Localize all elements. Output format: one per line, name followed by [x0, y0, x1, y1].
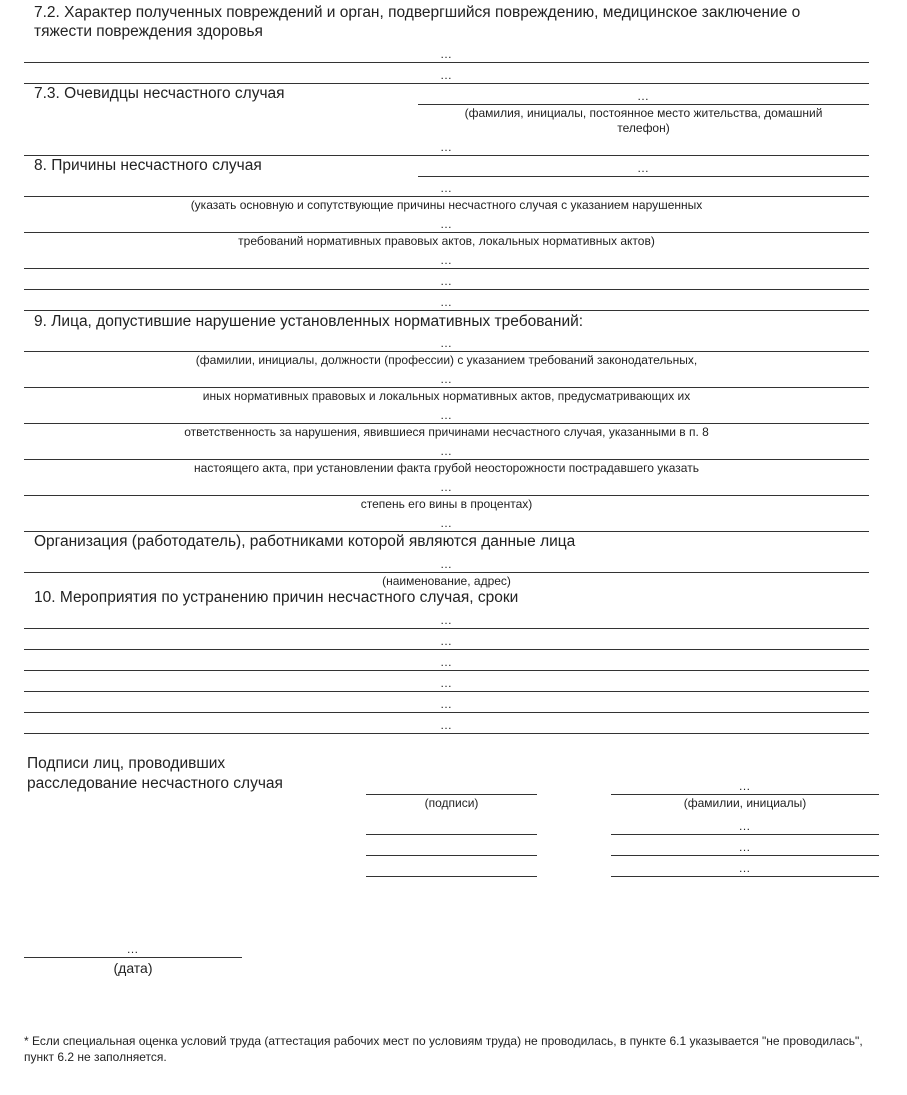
field-name-1[interactable]: … — [738, 779, 752, 793]
hint-9-line4: настоящего акта, при установлении факта грубой неосторожности пострадавшего указать — [194, 461, 699, 475]
signature-line[interactable] — [366, 834, 537, 835]
field-line — [24, 670, 869, 671]
field-9-c[interactable]: … — [440, 408, 453, 422]
field-10-a[interactable]: … — [440, 613, 453, 627]
field-line — [24, 232, 869, 233]
hint-8-line2: требований нормативных правовых актов, локальных нормативных актов) — [238, 234, 655, 248]
field-8-a[interactable]: … — [440, 181, 453, 195]
field-8-causes[interactable]: … — [637, 161, 650, 175]
signatures-title-line1: Подписи лиц, проводивших — [27, 755, 226, 772]
signature-line[interactable] — [366, 855, 537, 856]
signatures-title-line2: расследование несчастного случая — [27, 775, 283, 792]
field-line — [611, 876, 879, 877]
field-8-c[interactable]: … — [440, 253, 453, 267]
field-line — [24, 628, 869, 629]
hint-7-3-line2: телефон) — [617, 121, 670, 135]
field-line — [24, 649, 869, 650]
field-name-3[interactable]: … — [738, 840, 752, 854]
field-line — [24, 495, 869, 496]
signature-line[interactable] — [366, 794, 537, 795]
field-8-d[interactable]: … — [440, 274, 453, 288]
hint-9-line3: ответственность за нарушения, явившиеся причинами несчастного случая, указанными в п. 8 — [184, 425, 709, 439]
field-9-a[interactable]: … — [440, 336, 453, 350]
field-organization[interactable]: … — [440, 557, 453, 571]
section-7-3-title: 7.3. Очевидцы несчастного случая — [34, 85, 285, 102]
hint-9-line1: (фамилии, инициалы, должности (профессии) с указанием требований законодательных, — [195, 353, 698, 367]
field-7-2-b[interactable]: … — [440, 68, 453, 82]
field-10-e[interactable]: … — [440, 697, 453, 711]
field-line — [24, 289, 869, 290]
hint-9-line5: степень его вины в процентах) — [360, 497, 533, 511]
signatures-label: (подписи) — [424, 796, 479, 810]
field-line — [24, 387, 869, 388]
field-7-3-witnesses[interactable]: … — [637, 89, 650, 103]
field-9-e[interactable]: … — [440, 480, 453, 494]
field-line — [24, 733, 869, 734]
field-line — [24, 351, 869, 352]
field-line — [24, 268, 869, 269]
field-7-3-extra[interactable]: … — [440, 140, 453, 154]
date-label: (дата) — [113, 960, 153, 976]
field-line — [24, 691, 869, 692]
field-line — [611, 855, 879, 856]
field-9-f[interactable]: … — [440, 516, 453, 530]
section-9-title: 9. Лица, допустившие нарушение установленных нормативных требований: — [34, 313, 584, 330]
hint-7-3-line1: (фамилия, инициалы, постоянное место жительства, домашний — [464, 106, 823, 120]
organization-title: Организация (работодатель), работниками которой являются данные лица — [34, 533, 576, 550]
footnote: * Если специальная оценка условий труда (аттестация рабочих мест по условиям труда) не проводилась, в пункте 6.1 указывается "не проводилась", пункт 6.2 не заполняется. — [24, 1034, 863, 1064]
field-line — [24, 196, 869, 197]
names-label: (фамилии, инициалы) — [683, 796, 807, 810]
field-10-b[interactable]: … — [440, 634, 453, 648]
field-name-2[interactable]: … — [738, 819, 752, 833]
signature-line[interactable] — [366, 876, 537, 877]
field-date[interactable]: … — [126, 942, 140, 956]
section-7-2-title-line1: 7.2. Характер полученных повреждений и орган, подвергшийся повреждению, медицинское заключение о — [34, 4, 801, 21]
field-line — [611, 834, 879, 835]
field-line — [24, 62, 869, 63]
field-line — [24, 957, 242, 958]
field-8-b[interactable]: … — [440, 217, 453, 231]
field-line — [24, 572, 869, 573]
field-line — [24, 712, 869, 713]
field-9-d[interactable]: … — [440, 444, 453, 458]
field-7-2-a[interactable]: … — [440, 47, 453, 61]
field-9-b[interactable]: … — [440, 372, 453, 386]
field-10-c[interactable]: … — [440, 655, 453, 669]
section-8-title: 8. Причины несчастного случая — [34, 157, 262, 174]
field-10-f[interactable]: … — [440, 718, 453, 732]
hint-8-line1: (указать основную и сопутствующие причины несчастного случая с указанием нарушенных — [190, 198, 703, 212]
hint-9-line2: иных нормативных правовых и локальных нормативных актов, предусматривающих их — [202, 389, 691, 403]
field-line — [24, 423, 869, 424]
hint-organization: (наименование, адрес) — [382, 574, 511, 588]
field-name-4[interactable]: … — [738, 861, 752, 875]
field-8-e[interactable]: … — [440, 295, 453, 309]
section-7-2-title-line2: тяжести повреждения здоровья — [34, 23, 263, 40]
field-10-d[interactable]: … — [440, 676, 453, 690]
field-line — [24, 459, 869, 460]
section-10-title: 10. Мероприятия по устранению причин несчастного случая, сроки — [34, 589, 519, 606]
field-line — [418, 176, 869, 177]
field-line — [24, 310, 869, 311]
field-line — [611, 794, 879, 795]
field-line — [418, 104, 869, 105]
